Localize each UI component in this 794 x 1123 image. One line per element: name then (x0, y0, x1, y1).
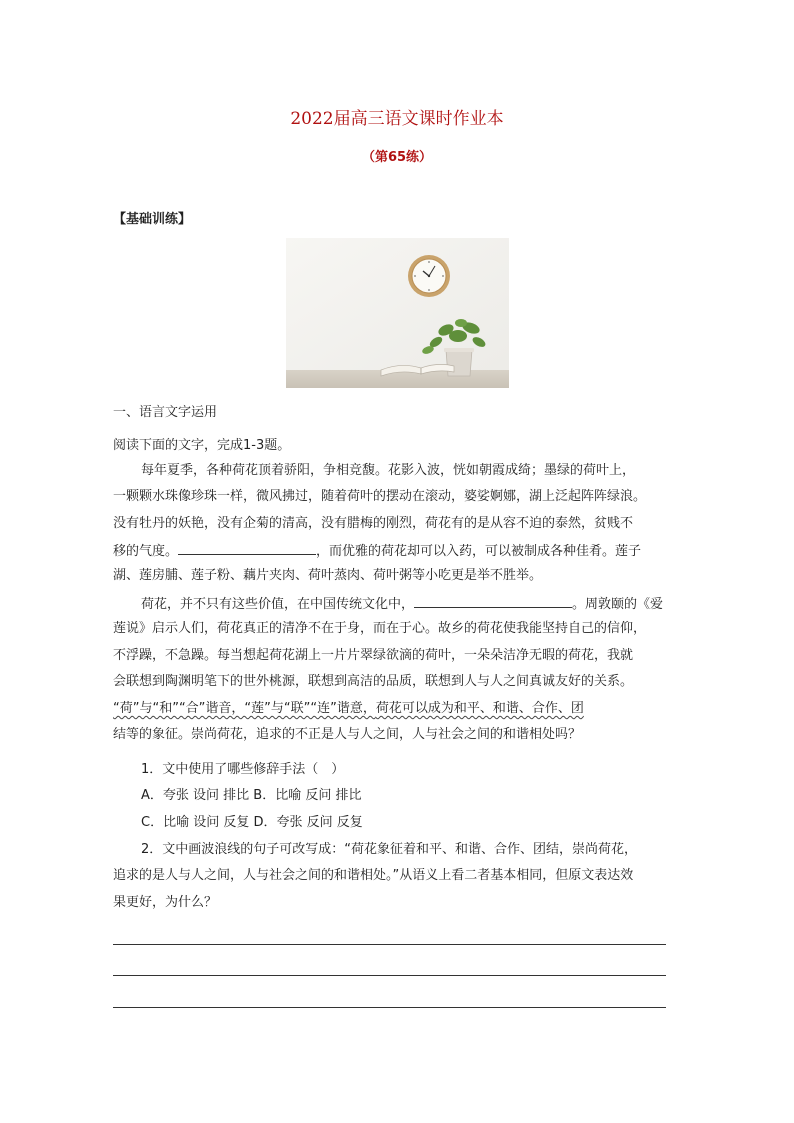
wavy-underlined-sentence-mid: 荷花可以成为和平、和谐、合作、团 (375, 701, 584, 716)
passage-p1-line4-start: 移的气度。 (113, 544, 179, 559)
passage-p2-line1-end: 。周敦颐的《爱 (572, 597, 664, 612)
question-1-options-ab: A．夸张 设问 排比 B．比喻 反问 排比 (141, 788, 362, 803)
passage-p1-line2: 一颗颗水珠像珍珠一样，微风拂过，随着荷叶的摆动在滚动，婆娑婀娜，湖上泛起阵阵绿浪。 (113, 489, 647, 504)
passage-p1-line4 (113, 541, 673, 561)
passage-p2-line6: 结等的象征。崇尚荷花，追求的不正是人与人之间，人与社会之间的和谐相处吗？ (113, 727, 582, 742)
illustration-image (286, 238, 509, 388)
answer-line-1[interactable] (113, 944, 666, 945)
passage-p1-line1: 每年夏季，各种荷花顶着骄阳，争相竞馥。花影入波，恍如朝霞成绮；墨绿的荷叶上， (141, 463, 636, 478)
question-1-stem: 1．文中使用了哪些修辞手法（ ） (141, 762, 345, 777)
document-subtitle: （第65练） (361, 150, 433, 165)
question-2-line3: 果更好，为什么？ (113, 895, 218, 910)
answer-line-2[interactable] (113, 975, 666, 976)
passage-p1-line5: 湖、莲房脯、莲子粉、藕片夹肉、荷叶蒸肉、荷叶粥等小吃更是举不胜举。 (113, 568, 543, 583)
passage-p2-line5 (113, 700, 673, 718)
part1-instruction: 阅读下面的文字，完成1-3题。 (113, 438, 291, 453)
wall-clock-plant-book-icon (286, 238, 509, 388)
passage-p2-line3: 不浮躁，不急躁。每当想起荷花湖上一片片翠绿欲滴的荷叶，一朵朵洁净无暇的荷花，我就 (113, 648, 634, 663)
passage-p1-line3: 没有牡丹的妖艳，没有企菊的清高，没有腊梅的刚烈，荷花有的是从容不迫的泰然，贫贱不 (113, 516, 634, 531)
passage-p2-line1 (141, 594, 673, 614)
passage-p2-line1-start: 荷花，并不只有这些价值，在中国传统文化中， (141, 597, 415, 612)
fill-blank-2 (414, 594, 572, 608)
question-2-line2: 追求的是人与人之间，人与社会之间的和谐相处。”从语义上看二者基本相同，但原文表达效 (113, 868, 634, 883)
passage-p1-line4-end: ，而优雅的荷花却可以入药，可以被制成各种佳肴。莲子 (316, 544, 642, 559)
answer-line-3[interactable] (113, 1007, 666, 1008)
fill-blank-1 (178, 541, 316, 555)
passage-p2-line4: 会联想到陶渊明笔下的世外桃源，联想到高洁的品质，联想到人与人之间真诚友好的关系。 (113, 674, 634, 689)
question-1-options-cd: C．比喻 设问 反复 D．夸张 反问 反复 (141, 815, 363, 830)
section-label: 【基础训练】 (113, 212, 192, 227)
part1-heading: 一、语言文字运用 (113, 405, 218, 420)
question-2-line1: 2．文中画波浪线的句子可改写成：“荷花象征着和平、和谐、合作、团结，崇尚荷花， (141, 842, 638, 857)
document-title: 2022届高三语文课时作业本 (290, 109, 504, 129)
passage-p2-line2: 莲说》启示人们，荷花真正的清净不在于身，而在于心。故乡的荷花使我能坚持自己的信仰， (113, 621, 647, 636)
wavy-underlined-sentence-start: “荷”与“和”“合”谐音，“莲”与“联”“连”谐意， (113, 701, 376, 716)
